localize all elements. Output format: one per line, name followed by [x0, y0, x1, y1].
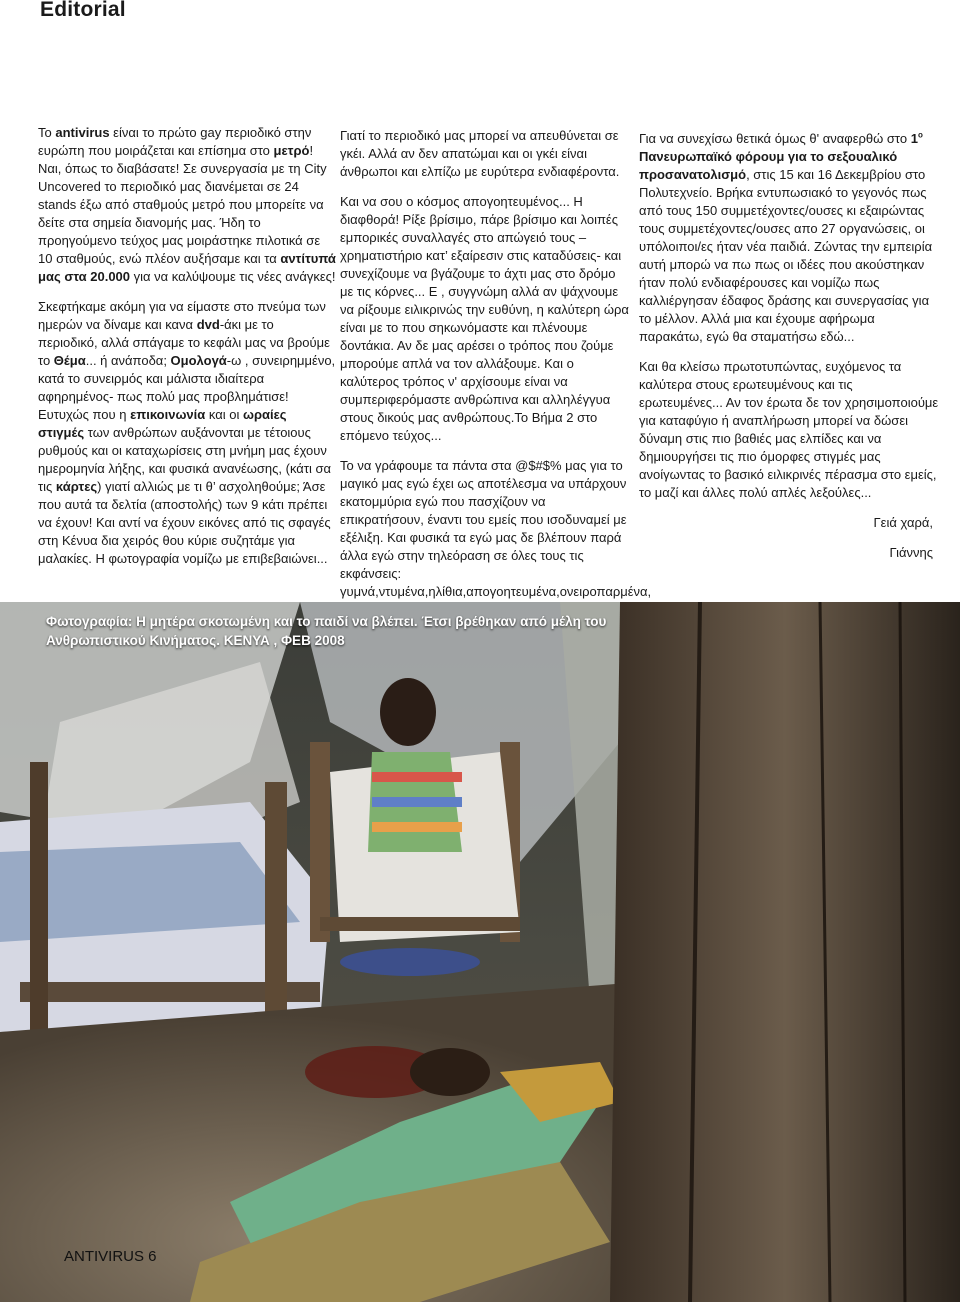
forum-ordinal: 1: [910, 131, 918, 146]
col1-paragraph-1: [38, 124, 336, 286]
col2-paragraph-1: Γιατί το περιοδικό μας μπορεί να απευθύνεται σε γκέι. Αλλά αν δεν απατώμαι και οι γκέι είναι άνθρωποι και ελπίζω με ευρύτερα ενδιαφέροντα.: [340, 128, 620, 179]
col3-p1-intro: Για να συνεχίσω θετικά όμως θ' αναφερθώ στο: [639, 131, 911, 146]
col3-p1-rest: , στις 15 και 16 Δεκεμβρίου στο Πολυτεχνείο. Βρήκα εντυπωσιακό το γεγονός πως από τους 150 συμμετέχοντες/ουσες κι εξαιρώντας τους συμμετέχοντες/ουσες απο 27 οργανώσεις, οι υπόλοιποι/ες ήταν νέα παιδιά. Ζώντας την εμπειρία αυτή μπορώ να πω πως οι ιδέες που ακούστηκαν ήταν πολύ ενδιαφέρουσες και νομίζω πως καλλιέργησαν έδαφος δράσης και συνεργασίας για το μέλλον. Αλλά μια και έχουμε αφήρωμα παρακάτω, εγώ θα σταματήσω εδώ...: [639, 167, 933, 344]
header-bar: [0, 0, 960, 42]
col3-paragraph-1: [639, 130, 939, 346]
emphasis-text: dvd: [196, 317, 220, 332]
section-title: Editorial: [40, 0, 126, 21]
col2-paragraph-2: Και να σου ο κόσμος απογοητευμένος... Η διαφθορά! Ρίξε βρίσιμο, πάρε βρίσιμο και λοιπές εμπορικές συναλλαγές στο απώγειό τους – χρηματιστήριο κατ’ εξαίρεσιν στις καταδύσεις- και συνεχίζουμε να βγάζουμε το άχτι μας στο δρόμο με τις κόρνες... Ε , συγγνώμη αλλά αν ψάχνουμε να ρίξουμε ειλικρινώς την ευθύνη, η καλύτερη ώρα είναι με το που σηκωνόμαστε και πλένουμε δοντάκια. Αν δε μας αρέσει ο τρόπος που ζούμε μπορούμε απλά να τον αλλάξουμε. Και ο καλύτερος τρόπος ν' αρχίσουμε είναι να συμπεριφερόμαστε ανθρώπινα και αλληλέγγυα στους δικούς μας ανθρώπους.Το Βήμα 2 στο επόμενο τεύχος...: [340, 194, 629, 443]
emphasis-text: Ομολογά: [170, 353, 227, 368]
body-text: των ανθρώπων αυξάνονται με τέτοιους ρυθμούς και οι καταχωρίσεις στη μνήμη μας έχουν ημερομηνία λήξης, και φυσικά ανανέωσης, (κάτι σα τις: [38, 425, 332, 494]
body-text: ! Ναι, όπως το διαβάσατε! Σε συνεργασία με τη City Uncovered το περιοδικό μας διανέμεται σε 24 stands έξω από σταθμούς μετρό που μπορείτε να δείτε στα σημεία διανομής μας. Ήδη το προηγούμενο τεύχος μας μοιράστηκε πιλοτικά σε 10 σταθμούς, ενώ πλέον αυξήσαμε και τα: [38, 143, 327, 266]
photo: [0, 602, 960, 1302]
col2-paragraph-3: Το να γράφουμε τα πάντα στα @$#$% μας για το μαγικό μας εγώ έχει ως αποτέλεσμα να υπάρχουν εκατομμύρια εγώ που πασχίζουν να επικρατήσουν, έναντι του εμείς που ισοδυναμεί με εξέλιξη. Και φυσικά τα εγώ μας δε βλέπουν παρά άλλα εγώ στην τηλεόραση σε όλες τους τις εκφάνσεις: γυμνά,ντυμένα,ηλίθια,απογοητευμένα,ονειροπαρμένα,: [340, 458, 652, 599]
body-text: ) γιατί αλλιώς με τι θ’ ασχοληθούμε; Άσε που αυτά τα δελτία (αποστολής) των 9 κάτι πρέπει να έχουν! Και αντί να έχουν εικόνες από τις σφαγές στη Κένυα δια χειρός θου κύριε συζητάμε για μαλακίες. Η φωτογραφία νομίζω με επιβεβαιώνει...: [38, 479, 331, 566]
forum-ordinal-sup: ο: [917, 130, 923, 140]
column-right: [639, 130, 939, 574]
column-middle: [340, 127, 652, 631]
col1-paragraph-2: [38, 298, 336, 568]
emphasis-text: Θέμα: [53, 353, 86, 368]
body-text: -άκι με το περιοδικό, αλλά σπάγαμε το κεφάλι μας να βρούμε το: [38, 317, 330, 368]
emphasis-text: μετρό: [273, 143, 310, 158]
page-number: ANTIVIRUS 6: [64, 1248, 157, 1265]
greeting: Γειά χαρά,: [873, 515, 933, 530]
body-text: και οι: [205, 407, 243, 422]
emphasis-text: ωραίες στιγμές: [38, 407, 287, 440]
body-text: είναι το πρώτο gay περιοδικό στην ευρώπη που μοιράζεται και επίσημα στο: [38, 125, 312, 158]
emphasis-text: κάρτες: [55, 479, 98, 494]
body-text: για να καλύψουμε τις νέες ανάγκες!: [130, 269, 336, 284]
body-text: ... ή ανάποδα;: [85, 353, 171, 368]
emphasis-text: αντίτυπά μας στα 20.000: [38, 251, 336, 284]
body-text: -ω , συνειρημμένο, κατά το συνειρμός και μάλιστα ιδιαίτερα αφηρημένος- πως πολύ μας προβλημάτισε! Ευτυχώς που η: [38, 353, 336, 422]
photo-illustration: [0, 602, 960, 1302]
emphasis-text: antivirus: [55, 125, 110, 140]
forum-title: Πανευρωπαϊκό φόρουμ για το σεξουαλικό προσανατολισμό: [639, 149, 898, 182]
signature: Γιάννης: [889, 545, 933, 560]
emphasis-text: επικοινωνία: [130, 407, 206, 422]
column-left: [38, 124, 336, 580]
body-text: Το: [38, 125, 56, 140]
photo-caption: Φωτογραφία: Η μητέρα σκοτωμένη και το παιδί να βλέπει. Έτσι βρέθηκαν από μέλη του Ανθρωπιστικού Κινήματος. ΚΕΝΥΑ , ΦΕΒ 2008: [46, 614, 607, 648]
col3-paragraph-2: Και θα κλείσω πρωτοτυπώντας, ευχόμενος τα καλύτερα στους ερωτευμένους και τις ερωτευμένες... Αν τον έρωτα δε τον χρησιμοποιούμε για καταφύγιο ή αναπλήρωση μπορεί να δώσει δύναμη στις πιο βαθιές μας ελπίδες και να δημιουργήσει τις πιο όμορφες στιγμές μας ανοίγωντας το βασικό ειλικρινές πέρασμα στο εμείς, το μαζί και άλλες πολύ απλές λεξούλες...: [639, 359, 939, 500]
body-text: Σκεφτήκαμε ακόμη για να είμαστε στο πνεύμα των ημερών να δίναμε και κανα: [38, 299, 326, 332]
